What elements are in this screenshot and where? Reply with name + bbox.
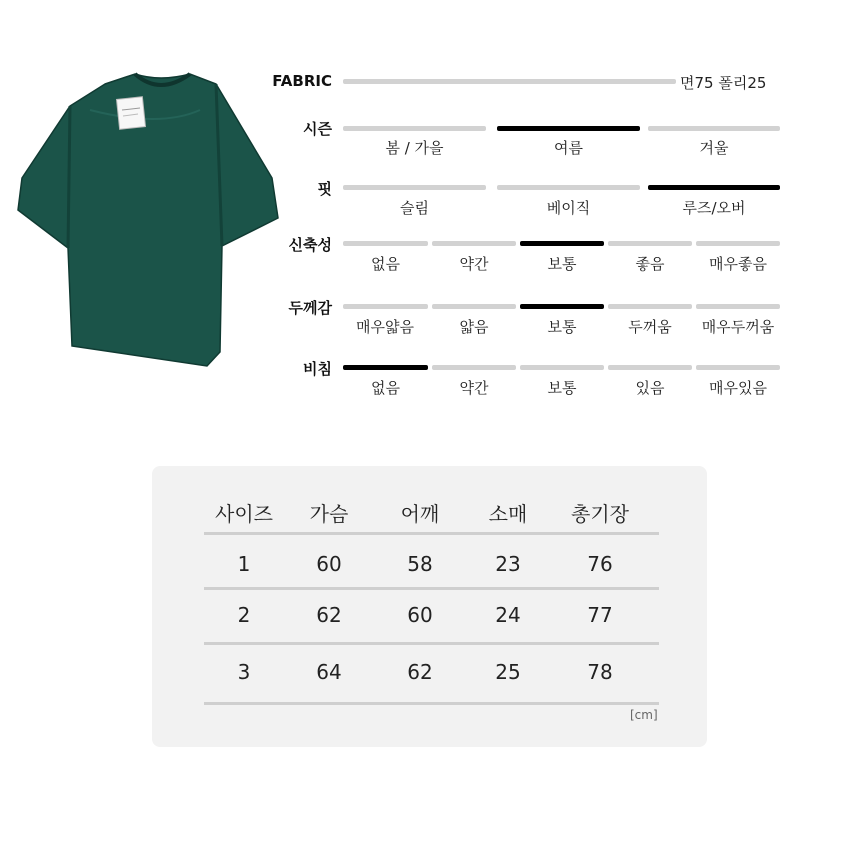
fit-label: 핏 — [317, 180, 332, 198]
fit-bar-2 — [648, 185, 780, 190]
sheerness-label: 비침 — [303, 360, 332, 378]
thickness-option: 보통 — [547, 318, 577, 336]
stretch-option: 좋음 — [635, 255, 665, 273]
stretch-option: 보통 — [547, 255, 577, 273]
size-header: 소매 — [488, 502, 528, 526]
table-cell: 78 — [587, 660, 613, 684]
sheerness-bar-2 — [520, 365, 604, 370]
thickness-bar-1 — [432, 304, 516, 309]
thickness-option: 얇음 — [459, 318, 489, 336]
table-cell: 58 — [407, 552, 433, 576]
season-bar-2 — [648, 126, 780, 131]
table-cell: 62 — [316, 603, 342, 627]
table-cell: 2 — [237, 603, 251, 627]
table-divider — [204, 587, 659, 590]
table-cell: 24 — [495, 603, 521, 627]
sheerness-option: 없음 — [371, 379, 400, 397]
thickness-bar-3 — [608, 304, 692, 309]
table-cell: 64 — [316, 660, 342, 684]
size-header: 총기장 — [571, 502, 629, 526]
table-cell: 76 — [587, 552, 613, 576]
fabric-label: FABRIC — [272, 72, 332, 90]
sheerness-bar-3 — [608, 365, 692, 370]
sheerness-option: 있음 — [635, 379, 665, 397]
season-label: 시즌 — [303, 120, 332, 138]
fabric-value: 면75 폴리25 — [680, 74, 767, 92]
thickness-bar-0 — [343, 304, 428, 309]
fit-option: 슬림 — [400, 199, 429, 217]
size-header: 사이즈 — [215, 502, 273, 526]
thickness-option: 매우두꺼움 — [701, 318, 775, 336]
season-option: 봄 / 가을 — [385, 139, 444, 157]
season-option: 겨울 — [699, 139, 729, 157]
thickness-option: 두꺼움 — [628, 318, 672, 336]
table-cell: 1 — [237, 552, 251, 576]
fit-option: 루즈/오버 — [682, 199, 746, 217]
stretch-bar-4 — [696, 241, 780, 246]
size-table-card — [152, 466, 707, 747]
table-cell: 60 — [316, 552, 342, 576]
table-cell: 62 — [407, 660, 433, 684]
thickness-bar-4 — [696, 304, 780, 309]
product-image-tshirt — [10, 70, 290, 380]
sheerness-bar-4 — [696, 365, 780, 370]
sheerness-option: 보통 — [547, 379, 577, 397]
stretch-option: 약간 — [459, 255, 489, 273]
thickness-option: 매우얇음 — [356, 318, 414, 336]
sheerness-bar-0 — [343, 365, 428, 370]
thickness-bar-2 — [520, 304, 604, 309]
stretch-bar-2 — [520, 241, 604, 246]
season-bar-1 — [497, 126, 640, 131]
stretch-bar-3 — [608, 241, 692, 246]
table-divider — [204, 532, 659, 535]
unit-label: [cm] — [630, 708, 658, 722]
stretch-option: 없음 — [371, 255, 400, 273]
table-cell: 3 — [237, 660, 251, 684]
fabric-bar — [343, 79, 676, 84]
stretch-label: 신축성 — [288, 236, 332, 254]
stretch-bar-1 — [432, 241, 516, 246]
fit-option: 베이직 — [546, 199, 591, 217]
table-cell: 23 — [495, 552, 521, 576]
fit-bar-0 — [343, 185, 486, 190]
size-header: 가슴 — [309, 502, 349, 526]
tshirt-icon — [18, 74, 278, 366]
sheerness-option: 약간 — [459, 379, 489, 397]
fit-bar-1 — [497, 185, 640, 190]
table-cell: 77 — [587, 603, 613, 627]
stretch-option: 매우좋음 — [709, 255, 767, 273]
table-cell: 60 — [407, 603, 433, 627]
table-cell: 25 — [495, 660, 521, 684]
table-divider — [204, 642, 659, 645]
size-header: 어깨 — [400, 502, 440, 526]
table-divider — [204, 702, 659, 705]
thickness-label: 두께감 — [288, 299, 332, 317]
season-option: 여름 — [554, 139, 583, 157]
sheerness-bar-1 — [432, 365, 516, 370]
season-bar-0 — [343, 126, 486, 131]
stretch-bar-0 — [343, 241, 428, 246]
sheerness-option: 매우있음 — [709, 379, 767, 397]
